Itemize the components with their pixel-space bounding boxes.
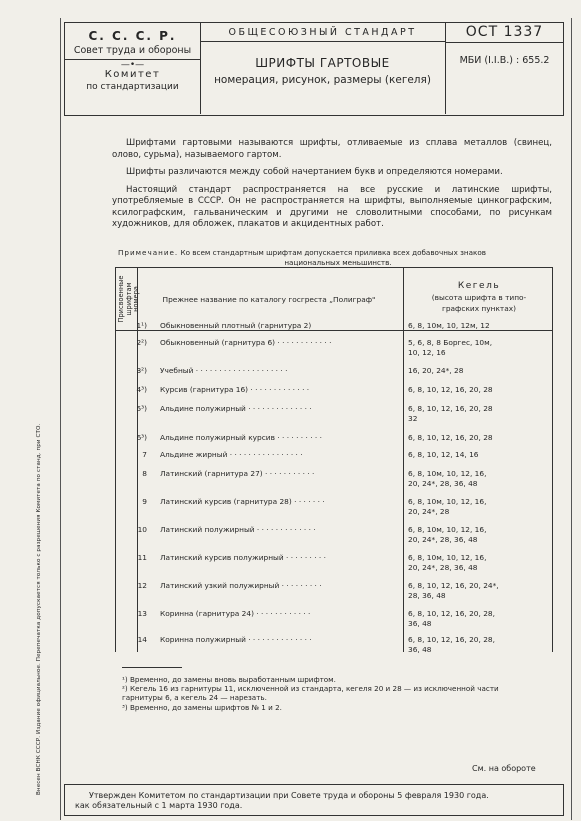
col-header-keg-title: Кегель xyxy=(457,281,501,291)
row-font-name: Альдине полужирный курсив · · · · · · · · · · xyxy=(160,433,322,442)
note-text-2: национальных меньшинств. xyxy=(284,257,392,267)
row-keg-line-1: 6, 8, 10м, 10, 12, 16, xyxy=(408,497,487,506)
row-number: 4³) xyxy=(136,385,147,394)
row-font-name: Латинский (гарнитура 27) · · · · · · · · · · · xyxy=(160,469,315,478)
row-font-name: Курсив (гарнитура 16) · · · · · · · · · · · · · xyxy=(160,385,310,394)
row-font-name: Учебный · · · · · · · · · · · · · · · · · · · · xyxy=(160,366,288,375)
row-keg-line-2: 36, 48 xyxy=(408,644,432,654)
table-right-rule xyxy=(552,267,553,652)
side-margin-note xyxy=(18,165,42,795)
row-keg-line-1: 6, 8, 10м, 10, 12, 16, xyxy=(408,469,487,478)
row-keg-line-1: 6, 8, 10м, 10, 12, 16, xyxy=(408,553,487,562)
header-left xyxy=(65,23,201,114)
row-keg xyxy=(408,385,550,395)
footnote-1: ¹) Временно, до замены вновь выработанным шрифтом. xyxy=(122,675,336,684)
row-number: 8 xyxy=(142,469,147,478)
row-keg xyxy=(408,525,550,544)
row-keg xyxy=(408,469,550,488)
approval-line-2: как обязательный с 1 марта 1930 года. xyxy=(75,801,243,810)
ussr-label: С. С. С. Р. xyxy=(88,29,177,43)
row-font-name: Латинский полужирный · · · · · · · · · · · · · xyxy=(160,525,316,534)
row-keg-line-1: 6, 8, 10, 12, 16, 20, 28 xyxy=(408,433,493,442)
row-number: 5³) xyxy=(136,404,147,413)
row-number: 13 xyxy=(137,609,147,618)
fonts-table xyxy=(115,267,553,652)
footnotes xyxy=(122,675,562,712)
standard-page xyxy=(52,12,571,812)
row-keg xyxy=(408,497,550,516)
col-header-keg-sub-2: графских пунктах) xyxy=(441,304,517,313)
note-block xyxy=(118,248,558,267)
paragraph-2: Шрифты различаются между собой начертанием букв и определяются номерами. xyxy=(126,167,503,177)
row-keg-line-1: 16, 20, 24*, 28 xyxy=(408,366,464,375)
row-font-name: Латинский курсив полужирный · · · · · · · · · xyxy=(160,553,326,562)
row-number: 2²) xyxy=(136,338,147,347)
approval-line-1: Утвержден Комитетом по стандартизации при Совете труда и обороны 5 февраля 1930 года. xyxy=(89,791,489,800)
council-label: Совет труда и обороны xyxy=(65,45,200,60)
row-font-name: Альдине жирный · · · · · · · · · · · · · · · · xyxy=(160,450,303,459)
row-keg xyxy=(408,338,550,357)
header-dash: —•— xyxy=(120,60,145,70)
row-font-name: Обыкновенный (гарнитура 6) · · · · · · · · · · · · xyxy=(160,338,332,347)
header-middle xyxy=(200,23,445,114)
row-keg xyxy=(408,450,550,460)
footnote-2a: ²) Кегель 16 из гарнитуры 11, исключенной из стандарта, кегеля 20 и 28 — из исключенной части xyxy=(122,684,499,694)
row-keg-line-1: 6, 8, 10, 12, 16, 20, 24*, xyxy=(408,581,499,590)
committee-sub-label: по стандартизации xyxy=(86,82,179,92)
side-note-text: Внесен ВСНК СССР. Издание официальное. Перепечатка допускается только с разрешения Комитета по станд. при СТО. xyxy=(36,423,42,795)
col-header-keg xyxy=(405,281,553,314)
footnote-3: ³) Временно, до замены шрифтов № 1 и 2. xyxy=(122,702,282,712)
row-font-name: Латинский узкий полужирный · · · · · · · · · xyxy=(160,581,322,590)
row-keg-line-2: 20, 24*, 28 xyxy=(408,506,450,516)
row-keg xyxy=(408,366,550,376)
row-number: 14 xyxy=(137,635,147,644)
standard-type: ОБЩЕСОЮЗНЫЙ СТАНДАРТ xyxy=(200,23,445,42)
document-title: ШРИФТЫ ГАРТОВЫЕ xyxy=(255,56,390,70)
footnote-2b: гарнитуры 6, а кегель 24 — нарезать. xyxy=(122,693,267,703)
footnote-rule xyxy=(122,667,182,668)
row-number: 10 xyxy=(137,525,147,534)
row-number: 6³) xyxy=(136,433,147,442)
body-text xyxy=(112,138,552,237)
committee-label: Комитет xyxy=(104,69,161,80)
row-keg-line-2: 36, 48 xyxy=(408,618,432,628)
note-text-1: Ко всем стандартным шрифтам допускается приливка всех добавочных знаков xyxy=(180,248,487,257)
row-keg-line-1: 6, 8, 10м, 10, 12м, 12 xyxy=(408,321,490,330)
row-number: 7 xyxy=(142,450,147,459)
row-font-name: Альдине полужирный · · · · · · · · · · · · · · xyxy=(160,404,312,413)
table-top-rule xyxy=(115,267,553,268)
col-header-number xyxy=(115,271,140,327)
row-number: 3²) xyxy=(136,366,147,375)
row-number: 1¹) xyxy=(136,321,147,330)
row-keg-line-2: 32 xyxy=(408,413,418,423)
row-keg-line-1: 5, 6, 8, 8 Боргес, 10м, xyxy=(408,338,493,347)
col-header-name: Прежнее название по каталогу госгреста „Полиграф" xyxy=(162,295,376,304)
row-keg-line-1: 6, 8, 10м, 10, 12, 16, xyxy=(408,525,487,534)
row-keg-line-2: 10, 12, 16 xyxy=(408,347,446,357)
row-keg-line-2: 20, 24*, 28, 36, 48 xyxy=(408,534,478,544)
row-number: 12 xyxy=(137,581,147,590)
see-over-note: См. на обороте xyxy=(472,764,536,773)
row-number: 9 xyxy=(142,497,147,506)
row-number: 11 xyxy=(137,553,147,562)
row-keg xyxy=(408,609,550,628)
row-keg-line-1: 6, 8, 10, 12, 16, 20, 28 xyxy=(408,385,493,394)
paragraph-1: Шрифтами гартовыми называются шрифты, отливаемые из сплава металлов (свинец, олово, сурьма), называемого гартом. xyxy=(112,138,552,160)
row-keg-line-1: 6, 8, 10, 12, 16, 20, 28, xyxy=(408,609,495,618)
row-font-name: Коринна (гарнитура 24) · · · · · · · · · · · · xyxy=(160,609,311,618)
row-keg xyxy=(408,404,550,423)
row-keg-line-1: 6, 8, 10, 12, 16, 20, 28 xyxy=(408,404,493,413)
row-keg-line-1: 6, 8, 10, 12, 14, 16 xyxy=(408,450,479,459)
row-keg xyxy=(408,321,550,331)
row-keg xyxy=(408,635,550,654)
row-font-name: Латинский курсив (гарнитура 28) · · · · · · · xyxy=(160,497,325,506)
paragraph-3: Настоящий стандарт распространяется на все русские и латинские шрифты, употребляемые в СССР. Он не распространяется на шрифты, выполняемые цинкографским, ксилографским, гальваническим и другими не словолитными способами, по рисункам художников, для обложек, плакатов и акцидентных работ. xyxy=(112,184,552,229)
document-subtitle: номерация, рисунок, размеры (кегеля) xyxy=(214,74,431,86)
mbi-code: МБИ (I.I.B.) : 655.2 xyxy=(459,55,550,66)
header-block xyxy=(64,22,564,116)
col-header-keg-sub-1: (высота шрифта в типо- xyxy=(431,293,527,302)
note-label: Примечание. xyxy=(118,248,179,257)
approval-footer xyxy=(64,784,564,816)
row-font-name: Коринна полужирный · · · · · · · · · · · · · · xyxy=(160,635,312,644)
row-keg xyxy=(408,553,550,572)
row-keg xyxy=(408,581,550,600)
ost-number: ОСТ 1337 xyxy=(446,23,563,43)
row-keg-line-2: 20, 24*, 28, 36, 48 xyxy=(408,478,478,488)
row-keg-line-2: 28, 36, 48 xyxy=(408,590,446,600)
col-header-number-text: Присвоенные шрифтам номера xyxy=(117,275,140,323)
table-col-rule-2 xyxy=(403,267,404,652)
row-keg-line-2: 20, 24*, 28, 36, 48 xyxy=(408,562,478,572)
row-keg-line-1: 6, 8, 10, 12, 16, 20, 28, xyxy=(408,635,495,644)
row-keg xyxy=(408,433,550,443)
header-right xyxy=(445,23,563,114)
row-font-name: Обыкновенный плотный (гарнитура 2) xyxy=(160,321,312,330)
